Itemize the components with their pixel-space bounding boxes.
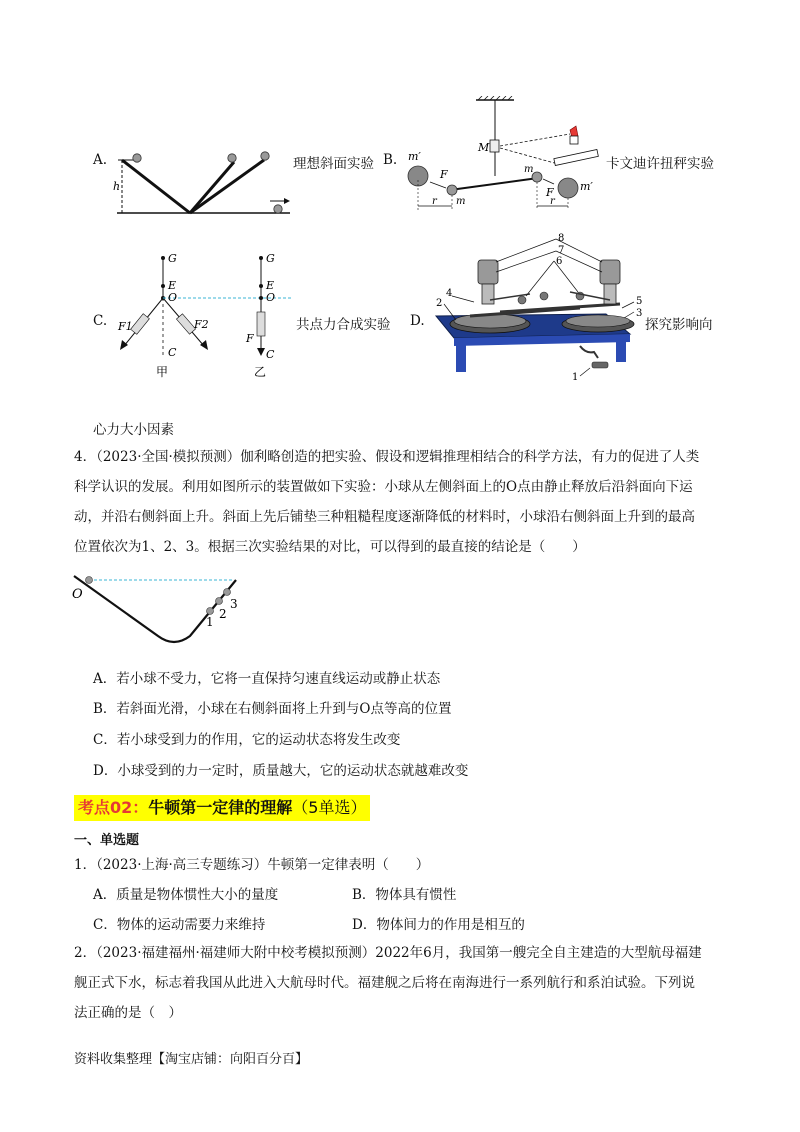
label-m-prime-left: m′ <box>408 150 421 163</box>
label-f2: F2 <box>194 318 209 331</box>
option-b-caption: 卡文迪许扭秤实验 <box>606 156 714 172</box>
label-o-jia: O <box>168 291 178 304</box>
page-footer: 资料收集整理【淘宝店铺：向阳百分百】 <box>74 1052 309 1067</box>
label-g-yi: G <box>266 252 275 265</box>
label-position-1: 1 <box>206 615 214 629</box>
question-2-line-3: 法正确的是（ ） <box>74 1005 182 1021</box>
label-4: 4 <box>446 288 453 299</box>
question-4-option-d[interactable]: D．小球受到的力一定时，质量越大，它的运动状态就越难改变 <box>93 763 469 779</box>
section-heading <box>74 795 370 821</box>
question-4-stem <box>74 442 724 562</box>
label-f1: F1 <box>118 320 133 333</box>
question-4-option-b[interactable]: B．若斜面光滑，小球在右侧斜面将上升到与O点等高的位置 <box>93 701 452 717</box>
label-f-yi: F <box>246 332 254 345</box>
force-composition-figure <box>112 250 292 380</box>
label-6: 6 <box>556 256 563 267</box>
label-big-M: M <box>478 141 490 154</box>
label-5: 5 <box>636 296 642 307</box>
label-r-right: r <box>550 196 555 207</box>
question-1-option-c[interactable]: C．物体的运动需要力来维持 <box>93 917 266 933</box>
label-jia: 甲 <box>156 365 169 379</box>
question-1-option-b[interactable]: B．物体具有惯性 <box>352 887 457 903</box>
question-4-option-c[interactable]: C．若小球受到力的作用，它的运动状态将发生改变 <box>93 732 401 748</box>
label-o-yi: O <box>266 291 276 304</box>
option-b-letter: B. <box>383 152 398 168</box>
torsion-balance-figure <box>404 96 604 220</box>
label-m-prime-right: m′ <box>580 180 593 193</box>
option-d-letter: D. <box>410 313 425 329</box>
ideal-incline-figure <box>112 146 294 222</box>
label-1: 1 <box>572 372 579 382</box>
option-a-caption: 理想斜面实验 <box>293 156 374 172</box>
question-4-line-2: 科学认识的发展。利用如图所示的装置做如下实验：小球从左侧斜面上的O点由静止释放后沿斜面向下运 <box>74 479 693 495</box>
incline-track-figure <box>70 568 250 648</box>
subsection-heading: 一、单选题 <box>74 833 140 848</box>
section-prefix: 考点02： <box>78 798 149 817</box>
section-title: 牛顿第一定律的理解 <box>148 798 293 817</box>
question-4-line-3: 动，并沿右侧斜面上升。斜面上先后铺垫三种粗糙程度逐渐降低的材料时，小球沿右侧斜面上升到的最高 <box>74 509 695 525</box>
label-o-point: O <box>72 587 83 602</box>
label-position-2: 2 <box>219 607 227 621</box>
label-7: 7 <box>558 245 565 256</box>
label-yi: 乙 <box>254 365 267 379</box>
option-d-caption-continued: 心力大小因素 <box>93 422 174 438</box>
label-f-left: F <box>440 168 448 181</box>
label-3: 3 <box>636 308 642 319</box>
option-c-caption: 共点力合成实验 <box>296 317 391 333</box>
option-c-letter: C. <box>93 313 108 329</box>
label-r-left: r <box>432 196 437 207</box>
question-4-line-1: 4．（2023·全国·模拟预测）伽利略创造的把实验、假设和逻辑推理相结合的科学方法，有力的促进了人类 <box>74 449 700 465</box>
label-8: 8 <box>558 233 565 244</box>
label-c-jia: C <box>168 346 177 359</box>
label-g-jia: G <box>168 252 177 265</box>
label-m-left: m <box>456 196 466 207</box>
label-c-yi: C <box>266 348 275 361</box>
height-label: h <box>113 180 121 193</box>
question-2-line-1: 2．（2023·福建福州·福建师大附中校考模拟预测）2022年6月，我国第一艘完全自主建造的大型航母福建 <box>74 945 702 961</box>
question-1-stem: 1．（2023·上海·高三专题练习）牛顿第一定律表明（ ） <box>74 857 430 873</box>
question-4-line-4: 位置依次为1、2、3。根据三次实验结果的对比，可以得到的最直接的结论是（ ） <box>74 539 586 555</box>
label-m-right: m <box>524 164 534 175</box>
label-e-jia: E <box>168 279 177 292</box>
label-position-3: 3 <box>230 597 238 611</box>
question-2-stem <box>74 938 724 1028</box>
label-e-yi: E <box>266 279 275 292</box>
option-a-letter: A. <box>93 152 108 168</box>
centripetal-apparatus-figure <box>430 230 642 382</box>
question-2-line-2: 舰正式下水，标志着我国从此进入大航母时代。福建舰之后将在南海进行一系列航行和系泊试验。下列说 <box>74 975 695 991</box>
question-4-option-a[interactable]: A．若小球不受力，它将一直保持匀速直线运动或静止状态 <box>93 671 441 687</box>
question-1-option-a[interactable]: A．质量是物体惯性大小的量度 <box>93 887 279 903</box>
section-suffix: （5单选） <box>292 798 367 817</box>
label-2: 2 <box>436 298 443 309</box>
question-1-option-d[interactable]: D．物体间力的作用是相互的 <box>352 917 525 933</box>
option-d-caption: 探究影响向 <box>645 317 713 333</box>
label-f-right: F <box>546 186 554 199</box>
